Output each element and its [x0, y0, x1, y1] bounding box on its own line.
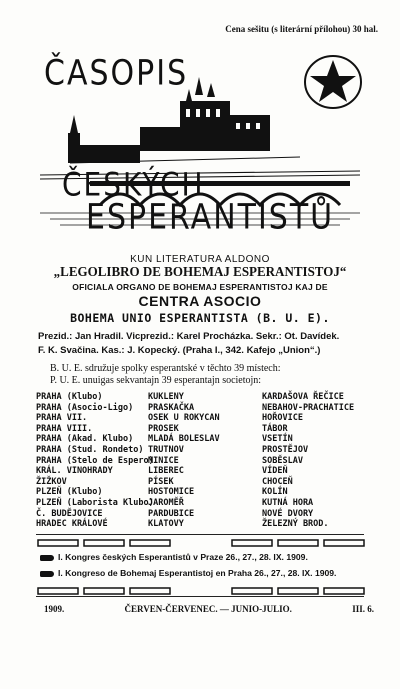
list-item: ŽELEZNÝ BROD. — [262, 519, 329, 530]
list-item: Č. BUDĚJOVICE — [36, 508, 103, 519]
list-item: PRAHA (Stud. Rondeto) — [36, 444, 144, 455]
list-item: MINICE — [148, 455, 179, 466]
subtitle-kun: KUN LITERATURA ALDONO — [130, 254, 270, 265]
footer-issue: III. 6. — [352, 604, 374, 614]
pointing-hand-icon — [40, 555, 54, 561]
divider — [36, 596, 364, 597]
list-item: VÍDEŇ — [262, 466, 288, 477]
list-item: TRUTNOV — [148, 444, 184, 455]
divider — [36, 534, 364, 535]
officers-line-2: F. K. Svačina. Kas.: J. Kopecký. (Praha I., 342. Kafejo „Union“.) — [38, 345, 321, 356]
list-item: NOVÉ DVORY — [262, 508, 314, 519]
subtitle-legolibro: „LEGOLIBRO DE BOHEMAJ ESPERANTISTOJ“ — [53, 263, 347, 280]
subtitle-centra: CENTRA ASOCIO — [138, 293, 262, 309]
list-item: KUTNÁ HORA — [262, 497, 314, 508]
list-item: KOLÍN — [262, 487, 288, 498]
list-item: MLADÁ BOLESLAV — [148, 434, 220, 445]
list-item: PRAHA VIII. — [36, 423, 93, 434]
subtitle-oficiala: OFICIALA ORGANO DE BOHEMAJ ESPERANTISTOJ KAJ DE — [72, 282, 328, 292]
list-item: PROSEK — [148, 423, 179, 434]
places-column-1 — [36, 392, 154, 530]
places-column-2 — [148, 392, 220, 530]
list-item: JAROMĚŘ — [148, 497, 184, 508]
footer — [44, 604, 374, 614]
list-item: VSETÍN — [262, 434, 293, 445]
ornament-band — [36, 587, 366, 595]
places-column-3 — [262, 392, 354, 530]
list-item: PRAHA (Stelo de Espero) — [36, 455, 154, 466]
congress-note-esperanto: I. Kongreso de Bohemaj Esperantistoj en Praha 26., 27., 28. IX. 1909. — [40, 568, 336, 578]
list-item: HOŘOVICE — [262, 413, 303, 424]
list-item: PROSTĚJOV — [262, 444, 309, 455]
list-item: CHOCEŇ — [262, 476, 293, 487]
list-item: PRAHA (Klubo) — [36, 392, 103, 402]
stats-pue: P. U. E. unuigas sekvantajn 39 esperantajn societojn: — [50, 375, 262, 386]
list-item: PARDUBICE — [148, 508, 195, 519]
list-item: TÁBOR — [262, 423, 288, 434]
title-line-1: ČASOPIS — [44, 53, 189, 94]
list-item: KRÁL. VINOHRADY — [36, 466, 113, 477]
list-item: ŽIŽKOV — [36, 476, 67, 487]
list-item: PRAHA (Asocio-Ligo) — [36, 402, 134, 413]
title-line-2: ČESKÝCH — [62, 165, 205, 204]
list-item: HOSTOMICE — [148, 487, 195, 498]
footer-month: ČERVEN-ČERVENEC. — JUNIO-JULIO. — [124, 604, 292, 614]
list-item: SOBĚSLAV — [262, 455, 303, 466]
esperanto-star-emblem — [298, 52, 368, 112]
list-item: NEBAHOV-PRACHATICE — [262, 402, 355, 413]
subtitle-bohema: BOHEMA UNIO ESPERANTISTA (B. U. E). — [70, 311, 330, 325]
price-note: Cena sešitu (s literární přílohou) 30 hal. — [225, 24, 378, 34]
list-item: KARDAŠOVA ŘEČICE — [262, 392, 344, 402]
stats-bue: B. U. E. sdružuje spolky esperantské v těchto 39 místech: — [50, 363, 281, 374]
list-item: PLZEŇ (Laborista Klubo) — [36, 497, 154, 508]
list-item: PRAHA (Akad. Klubo) — [36, 434, 134, 445]
list-item: KLATOVY — [148, 519, 184, 530]
list-item: KUKLENY — [148, 392, 184, 402]
list-item: PRAHA VII. — [36, 413, 88, 424]
list-item: PRASKAČKA — [148, 402, 195, 413]
pointing-hand-icon — [40, 571, 54, 577]
title-line-3: ESPERANTISTŮ — [86, 197, 335, 238]
footer-year: 1909. — [44, 604, 65, 614]
list-item: LIBEREC — [148, 466, 184, 477]
congress-note-czech: I. Kongres českých Esperantistů v Praze 26., 27., 28. IX. 1909. — [40, 552, 308, 562]
list-item: PLZEŇ (Klubo) — [36, 487, 103, 498]
list-item: PÍSEK — [148, 476, 174, 487]
list-item: OSEK U ROKYCAN — [148, 413, 220, 424]
officers-line-1: Prezid.: Jan Hradil. Vicprezid.: Karel Procházka. Sekr.: Ot. Davídek. — [38, 331, 340, 342]
list-item: HRADEC KRÁLOVÉ — [36, 519, 108, 530]
ornament-band — [36, 539, 366, 547]
